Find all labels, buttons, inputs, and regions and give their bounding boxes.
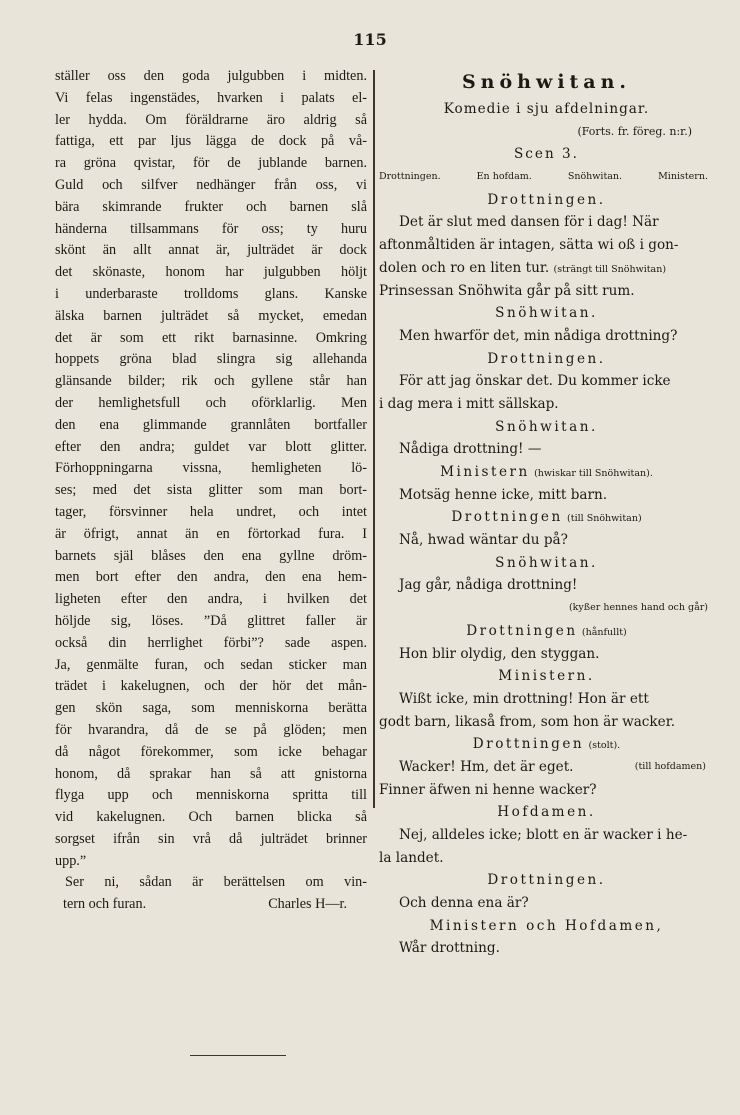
dialogue-line: Jag går, nådiga drottning! bbox=[399, 577, 578, 594]
text-line: der hemlighetsfull och oförklarlig. Men bbox=[55, 394, 367, 411]
play-subtitle: Komedie i sju afdelningar. bbox=[443, 101, 650, 117]
text-line: ra gröna qvistar, för de jublande barnen. bbox=[55, 155, 367, 172]
speaker: Drottningen bbox=[466, 622, 578, 639]
stage-direction: (hånfullt) bbox=[581, 626, 627, 638]
text-line: älska barnen julträdet så mycket, emedan bbox=[55, 307, 367, 324]
speaker: Snöhwitan. bbox=[495, 418, 598, 435]
speaker: Ministern. bbox=[498, 668, 595, 685]
speaker: Snöhwitan. bbox=[495, 305, 598, 322]
text-line: för hvarandra, då de se på glöden; men bbox=[55, 721, 367, 738]
speaker-with-direction bbox=[379, 461, 714, 484]
text-line: det är som ett rikt barnasinne. Omkring bbox=[55, 329, 367, 346]
continuation-note: (Forts. fr. föreg. n:r.) bbox=[577, 124, 692, 138]
dialogue-line bbox=[379, 756, 714, 779]
signature: Charles H—r. bbox=[268, 896, 347, 913]
text-line: i underbaraste trolldoms glans. Kanske bbox=[55, 285, 367, 302]
text-line: det skönaste, honom har julgubben höljt bbox=[55, 264, 367, 281]
text-line: är öfrigt, annat än en förtorkad fura. I bbox=[55, 525, 367, 542]
text-line: flyga upp och menniskorna spritta till bbox=[55, 787, 367, 804]
scene-heading: Scen 3. bbox=[513, 146, 580, 163]
text-line: vid kakelugnen. Och barnen blicka så bbox=[55, 809, 367, 826]
cast-item: Ministern. bbox=[658, 171, 708, 183]
text-line: skönt än allt annat är, julträdet är dock bbox=[55, 242, 367, 259]
text-line: Ser ni, sådan är berättelsen om vin- bbox=[65, 874, 367, 891]
cast-item: Drottningen. bbox=[379, 171, 441, 183]
text-line: ligheten efter den andra, i hvilken det bbox=[55, 591, 367, 608]
dialogue-line: Och denna ena är? bbox=[399, 895, 529, 912]
dialogue-line: Wår drottning. bbox=[399, 940, 500, 957]
text-line: hoppets gröna blad slingra sig allehanda bbox=[55, 351, 367, 368]
stage-direction: (kyßer hennes hand och går) bbox=[568, 602, 708, 614]
cast-list bbox=[379, 166, 714, 189]
speaker-with-direction bbox=[379, 620, 714, 643]
dialogue-line bbox=[379, 257, 714, 280]
dialogue-line: För att jag önskar det. Du kommer icke bbox=[399, 373, 671, 390]
stage-direction: (till hofdamen) bbox=[634, 760, 706, 772]
dialogue-line: Hon blir olydig, den styggan. bbox=[399, 645, 600, 662]
closing-text: tern och furan. bbox=[63, 896, 147, 913]
text-line: Vi felas ingenstädes, hvarken i palats el- bbox=[55, 89, 367, 106]
speaker: Ministern och Hofdamen, bbox=[429, 917, 664, 934]
dialogue-line: Nådiga drottning! — bbox=[399, 441, 542, 458]
cast-item: En hofdam. bbox=[476, 171, 532, 183]
text-line: ställer oss den goda julgubben i midten. bbox=[55, 68, 367, 84]
dialogue-line: Finner äfwen ni henne wacker? bbox=[379, 781, 597, 798]
text-line: den ena glimmande grannlåten bortfaller bbox=[55, 416, 367, 433]
dialogue-text: Wacker! Hm, det är eget. bbox=[399, 758, 574, 775]
signature-line bbox=[55, 894, 367, 916]
play-title: Snöhwitan. bbox=[461, 71, 632, 93]
speaker: Ministern bbox=[440, 464, 530, 480]
text-line: tager, försvinner hela undret, och intet bbox=[55, 503, 367, 520]
text-line: fattiga, ett par ljus lägga de dock på vå- bbox=[55, 133, 367, 150]
dialogue-line: Nej, alldeles icke; blott en är wacker i he- bbox=[399, 827, 688, 843]
text-line: ler hydda. Om föräldrarne äro aldrig så bbox=[55, 111, 367, 128]
speaker: Drottningen. bbox=[487, 350, 606, 367]
stage-direction: (stolt). bbox=[588, 740, 621, 752]
dialogue-line: Wißt icke, min drottning! Hon är ett bbox=[399, 690, 649, 707]
text-line: men bort efter den andra, den ena hem- bbox=[55, 569, 367, 586]
speaker: Drottningen. bbox=[487, 191, 606, 208]
text-line: honom, då sprakar han så att gnistorna bbox=[55, 765, 367, 782]
left-column bbox=[55, 66, 367, 916]
dialogue-line: Motsäg henne icke, mitt barn. bbox=[399, 486, 608, 503]
dialogue-line: aftonmåltiden är intagen, sätta wi oß i gon- bbox=[379, 237, 679, 254]
speaker: Drottningen bbox=[472, 736, 585, 753]
text-line: Guld och silfver nedhänger från oss, vi bbox=[55, 176, 367, 193]
right-column bbox=[379, 66, 714, 960]
text-line: glänsande bilder; rik och gyllene står han bbox=[55, 373, 367, 390]
text-line: trädet i kakelugnen, och der hör det mån- bbox=[55, 678, 367, 695]
page-number: 115 bbox=[353, 30, 387, 49]
text-line: Ja, genmälte furan, och sedan sticker man bbox=[55, 656, 367, 673]
text-line: ses; med det sista glitter som man bort- bbox=[55, 482, 367, 499]
dialogue-line: i dag mera i mitt sällskap. bbox=[379, 395, 559, 412]
dialogue-line: Men hwarför det, min nådiga drottning? bbox=[399, 327, 678, 344]
dialogue-line: la landet. bbox=[379, 849, 444, 866]
text-line: efter den andra; guldet var blott glitter. bbox=[55, 438, 367, 455]
text-line: upp.” bbox=[55, 852, 87, 869]
text-line: sorgset ifrån sin vrå då julträdet brinner bbox=[55, 830, 367, 847]
speaker: Snöhwitan. bbox=[495, 554, 598, 571]
speaker-with-direction bbox=[379, 506, 714, 529]
text-line: gen skön saga, som menniskorna berätta bbox=[55, 700, 367, 717]
speaker-with-direction bbox=[379, 733, 714, 756]
text-line: Förhoppningarna vissna, hemligheten lö- bbox=[55, 460, 367, 477]
dialogue-text: dolen och ro en liten tur. bbox=[379, 259, 550, 276]
text-line: bära skimrande frukter och barnen slå bbox=[55, 198, 367, 215]
speaker: Drottningen. bbox=[487, 872, 606, 889]
dialogue-line: godt barn, likaså from, som hon är wacker. bbox=[379, 713, 676, 730]
text-line: barnets själ blåses den ena gyllne dröm- bbox=[55, 547, 367, 564]
text-line: händerna tillsammans för oss; ty huru bbox=[55, 220, 367, 237]
stage-direction: (strängt till Snöhwitan) bbox=[553, 263, 667, 275]
speaker: Hofdamen. bbox=[497, 804, 596, 821]
cast-item: Snöhwitan. bbox=[567, 171, 623, 183]
text-line: då något förekommer, som icke behagar bbox=[55, 743, 367, 760]
stage-direction: (till Snöhwitan) bbox=[567, 513, 642, 525]
text-line: också din herrlighet förbi”? sade aspen. bbox=[55, 634, 367, 651]
dialogue-line: Prinsessan Snöhwita går på sitt rum. bbox=[379, 282, 635, 299]
dialogue-line: Nå, hwad wäntar du på? bbox=[399, 532, 568, 549]
speaker: Drottningen bbox=[451, 509, 563, 526]
column-divider bbox=[373, 70, 375, 808]
stage-direction: (hwiskar till Snöhwitan). bbox=[534, 468, 653, 479]
dialogue-line: Det är slut med dansen för i dag! När bbox=[399, 214, 659, 231]
text-line: höljde sig, löses. ”Då glittret faller är bbox=[55, 612, 367, 629]
end-rule bbox=[190, 1055, 286, 1056]
